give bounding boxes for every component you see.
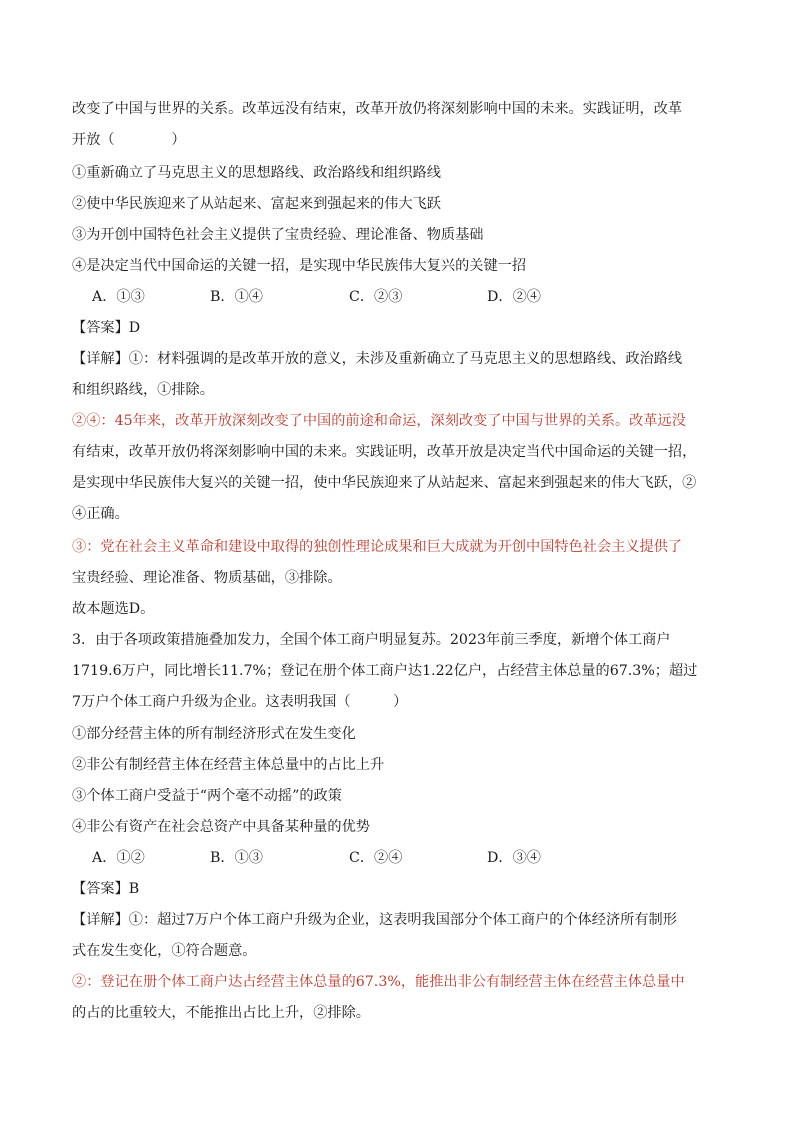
q2-detail-line-2: 和组织路线，①排除。	[72, 382, 214, 398]
q2-detail-line-after: 宝贵经验、理论准备、物质基础，③排除。	[72, 570, 342, 586]
q2-detail-red-3: 是实现中华民族伟大复兴的关键一招，使中华民族迎来了从站起来、富起来到强起来的伟大飞跃，②	[72, 475, 697, 491]
q3-item-3: ③个体工商户受益于“两个毫不动摇”的政策	[72, 788, 342, 804]
q3-detail-line-2: 式在发生变化，①符合题意。	[72, 943, 257, 959]
q2-conclusion: 故本题选D。	[72, 601, 155, 617]
q2-option-b: B．①④	[210, 289, 263, 305]
q3-option-d: D．③④	[487, 850, 541, 866]
q2-detail-red-4: ④正确。	[72, 506, 129, 522]
q3-detail-red-1: ②：登记在册个体工商户达占经营主体总量的67.3%，能推出非公有制经营主体在经营主体总量中	[72, 974, 685, 990]
q2-option-a: A．①③	[92, 289, 145, 305]
q2-stem-line-2: 开放（ ）	[72, 132, 186, 148]
q3-option-a: A．①②	[92, 850, 145, 866]
q3-detail-line-1: 【详解】①：超过7万户个体工商户升级为企业，这表明我国部分个体工商户的个体经济所有制形	[72, 912, 677, 928]
q2-detail-red-1: ②④：45年来，改革开放深刻改变了中国的前途和命运，深刻改变了中国与世界的关系。改革远没	[72, 413, 686, 429]
q2-answer: 【答案】D	[72, 320, 141, 336]
q3-stem-line-3: 7万户个体工商户升级为企业。这表明我国（ ）	[72, 694, 408, 710]
q3-answer: 【答案】B	[72, 881, 140, 897]
q3-detail-line-3: 的占的比重较大，不能推出占比上升，②排除。	[72, 1005, 370, 1021]
q2-item-3: ③为开创中国特色社会主义提供了宝贵经验、理论准备、物质基础	[72, 227, 484, 243]
q2-option-c: C．②③	[349, 289, 403, 305]
q2-item-1: ①重新确立了马克思主义的思想路线、政治路线和组织路线	[72, 165, 441, 181]
q3-stem-line-2: 1719.6万户，同比增长11.7%；登记在册个体工商户达1.22亿户，占经营主体总量的67.3%；超过	[72, 663, 698, 679]
q3-item-1: ①部分经营主体的所有制经济形式在发生变化	[72, 726, 356, 742]
q2-item-2: ②使中华民族迎来了从站起来、富起来到强起来的伟大飞跃	[72, 196, 441, 212]
q2-option-d: D．②④	[487, 289, 541, 305]
q3-item-4: ④非公有资产在社会总资产中具备某种量的优势	[72, 819, 370, 835]
q3-option-b: B．①③	[210, 850, 263, 866]
q2-item-4: ④是决定当代中国命运的关键一招，是实现中华民族伟大复兴的关键一招	[72, 258, 527, 274]
q2-detail-red-5: ③：党在社会主义革命和建设中取得的独创性理论成果和巨大成就为开创中国特色社会主义提供了	[72, 539, 683, 555]
q3-item-2: ②非公有制经营主体在经营主体总量中的占比上升	[72, 757, 385, 773]
q3-option-c: C．②④	[349, 850, 403, 866]
q2-options	[92, 287, 652, 307]
q2-stem-line-1: 改变了中国与世界的关系。改革远没有结束，改革开放仍将深刻影响中国的未来。实践证明，改革	[72, 101, 683, 117]
q2-detail-red-2: 有结束，改革开放仍将深刻影响中国的未来。实践证明，改革开放是决定当代中国命运的关键一招，	[72, 444, 697, 460]
q2-detail-line-1: 【详解】①：材料强调的是改革开放的意义，未涉及重新确立了马克思主义的思想路线、政治路线	[72, 351, 683, 367]
q3-stem-line-1: 3．由于各项政策措施叠加发力，全国个体工商户明显复苏。2023年前三季度，新增个体工商户	[72, 632, 671, 648]
q3-options	[92, 848, 652, 868]
